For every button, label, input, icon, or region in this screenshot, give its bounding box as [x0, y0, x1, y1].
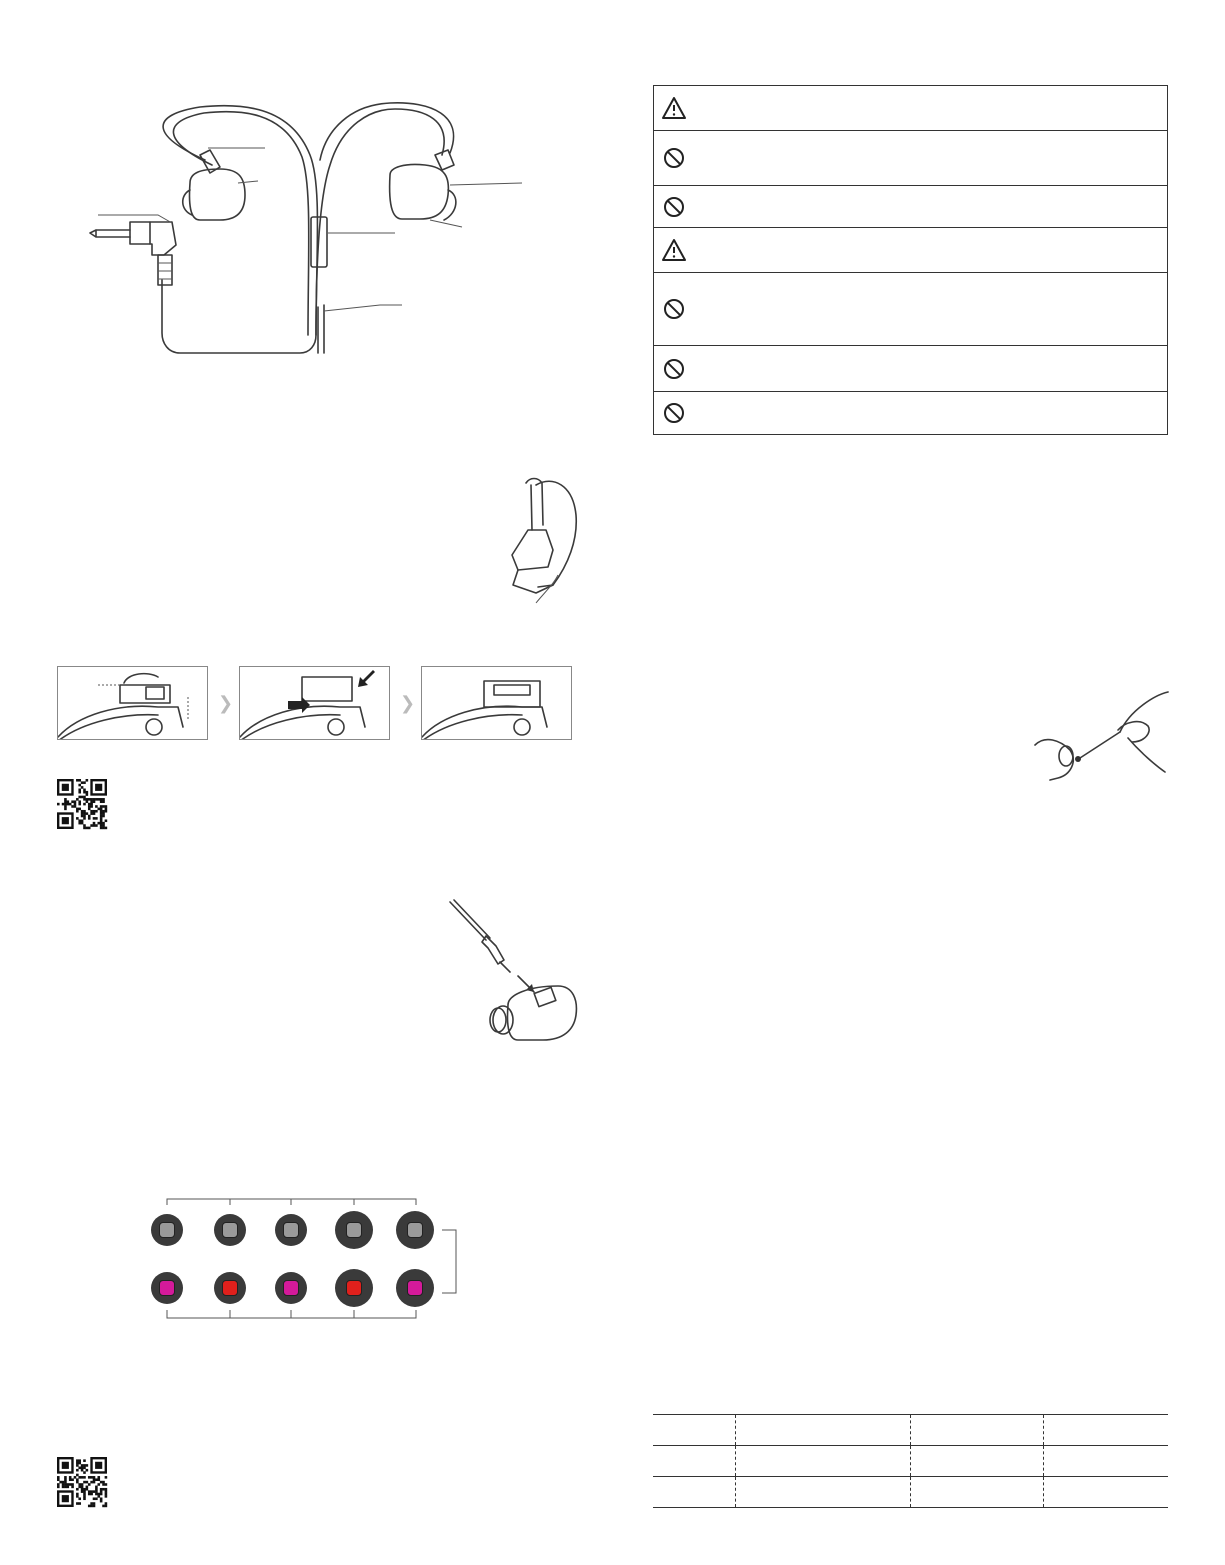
product-overview-illustration	[80, 95, 540, 365]
chevron-right-icon: ❯	[400, 693, 416, 714]
spec-cell	[735, 1477, 911, 1508]
spec-cell	[1043, 1415, 1168, 1446]
warning-row	[654, 273, 1167, 346]
ear-tip	[335, 1211, 373, 1249]
ear-tip-core	[159, 1280, 175, 1296]
ear-tip-core	[407, 1280, 423, 1296]
spec-cell	[911, 1446, 1043, 1477]
chevron-right-icon: ❯	[218, 693, 234, 714]
warning-row	[654, 392, 1167, 434]
ear-tip-core	[346, 1222, 362, 1238]
step-1-rotate-connector	[57, 666, 208, 740]
qr-code-icon	[57, 779, 107, 829]
spec-cell	[735, 1446, 911, 1477]
prohibited-circle-icon	[662, 357, 686, 381]
prohibited-circle-icon	[662, 146, 686, 170]
ear-wearing-illustration	[498, 475, 583, 605]
spec-cell	[911, 1415, 1043, 1446]
step-2-press-connector	[239, 666, 390, 740]
ear-tip	[396, 1211, 434, 1249]
warning-row	[654, 228, 1167, 273]
ear-tip-core	[159, 1222, 175, 1238]
ear-tip-core	[222, 1222, 238, 1238]
ear-tip	[396, 1269, 434, 1307]
spec-cell	[653, 1446, 735, 1477]
spec-cell	[911, 1477, 1043, 1508]
ear-tip-core	[407, 1222, 423, 1238]
ear-tip-core	[283, 1222, 299, 1238]
spec-table	[653, 1414, 1168, 1508]
ear-tip-core	[222, 1280, 238, 1296]
ear-tip	[275, 1272, 307, 1304]
cleaning-illustration	[1030, 690, 1170, 785]
ear-tip	[151, 1272, 183, 1304]
spec-cell	[735, 1415, 911, 1446]
warning-triangle-icon	[662, 96, 686, 120]
cable-insert-illustration	[448, 900, 583, 1045]
warning-row	[654, 86, 1167, 131]
spec-cell	[653, 1415, 735, 1446]
spec-cell	[1043, 1477, 1168, 1508]
ear-tip	[214, 1214, 246, 1246]
prohibited-circle-icon	[662, 401, 686, 425]
spec-row	[653, 1446, 1168, 1477]
prohibited-circle-icon	[662, 195, 686, 219]
spec-cell	[1043, 1446, 1168, 1477]
warning-table	[653, 85, 1168, 435]
ear-tip	[335, 1269, 373, 1307]
step-3-connected	[421, 666, 572, 740]
ear-tip-core	[283, 1280, 299, 1296]
warning-row	[654, 186, 1167, 228]
ear-tip	[275, 1214, 307, 1246]
prohibited-circle-icon	[662, 297, 686, 321]
spec-row	[653, 1477, 1168, 1508]
ear-tip-core	[346, 1280, 362, 1296]
qr-code-icon	[57, 1457, 107, 1507]
spec-row	[653, 1415, 1168, 1446]
spec-cell	[653, 1477, 735, 1508]
warning-row	[654, 346, 1167, 392]
warning-row	[654, 131, 1167, 186]
ear-tip	[214, 1272, 246, 1304]
ear-tip	[151, 1214, 183, 1246]
warning-triangle-icon	[662, 238, 686, 262]
